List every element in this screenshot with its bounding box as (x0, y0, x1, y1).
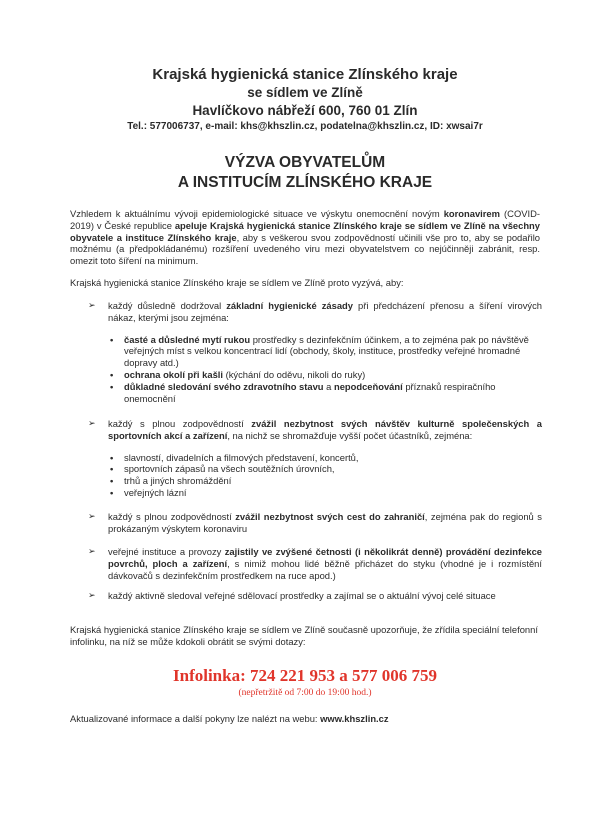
bullet-icon: • (110, 486, 114, 498)
arrow-bullet-icon: ➢ (88, 300, 96, 310)
hotline-hours: (nepřetržitě od 7:00 do 19:00 hod.) (238, 688, 372, 698)
list-item: ➢ každý s plnou zodpovědností zvážil nezbytnost svých návštěv kulturně společenských a sportovních akcí a zařízení, na nichž se shromažďuje vyšší počet účastníků, zejména: • slavností, divadelních a filmových představení, koncertů, • sportovních zápasů na všech soutěžních úrovních, • trhů a jiných shromáždění • veřejných lázní (88, 418, 542, 498)
list-item: • časté a důsledné mytí rukou prostředky s dezinfekčním účinkem, a to zejména pak po návštěvě veřejných míst s velkou koncentrací lidí (obchody, školy, instituce, prostředky veřejné hromadné dopravy atd.) (110, 333, 529, 369)
website-link[interactable]: www.khszlin.cz (320, 713, 389, 724)
letterhead (0, 65, 610, 134)
bullet-icon: • (110, 475, 114, 487)
list-item: ➢ každý aktivně sledoval veřejné sdělovací prostředky a zajímal se o aktuální vývoj celé situace (88, 590, 496, 601)
lead-paragraph: Krajská hygienická stanice Zlínského kraje se sídlem ve Zlíně proto vyzývá, aby: (70, 277, 404, 288)
list-item: • trhů a jiných shromáždění (110, 475, 232, 487)
intro-paragraph: Vzhledem k aktuálnímu vývoji epidemiologické situace ve výskytu onemocnění novým koronavirem (COVID-2019) v České republice apeluje Krajská hygienická stanice Zlínského kraje se sídlem ve Zlíně na všechny obyvatele a instituce Zlínského kraje, aby s veškerou svou zodpovědností učinili vše pro to, aby se podařilo možnému (a předpokládanému) rozšíření uvedeného viru mezi obyvatelstvem co nejúčinněji zabránit, resp. omezit toto šíření na minimum. (70, 208, 540, 267)
bullet-icon: • (110, 463, 114, 475)
institution-contact: Tel.: 577006737, e-mail: khs@khszlin.cz, podatelna@khszlin.cz, ID: xwsai7r (127, 121, 483, 132)
arrow-bullet-icon: ➢ (88, 590, 96, 600)
events-list (110, 451, 542, 499)
list-item: • veřejných lázní (110, 486, 187, 498)
list-item: • ochrana okolí při kašli (kýchání do oděvu, nikoli do ruky) (110, 368, 366, 380)
institution-seat: se sídlem ve Zlíně (247, 85, 363, 100)
bullet-icon: • (110, 451, 114, 463)
list-item: • sportovních zápasů na všech soutěžních úrovních, (110, 463, 335, 475)
institution-name: Krajská hygienická stanice Zlínského kraje (152, 66, 458, 83)
institution-address: Havlíčkovo nábřeží 600, 760 01 Zlín (192, 103, 418, 118)
list-item: • slavností, divadelních a filmových představení, koncertů, (110, 451, 359, 463)
bullet-icon: • (110, 380, 114, 392)
headline-line-2: A INSTITUCÍM ZLÍNSKÉHO KRAJE (177, 174, 433, 191)
list-item: • důkladné sledování svého zdravotního stavu a nepodceňování příznaků respiračního onemocnění (110, 380, 496, 404)
notice-paragraph: Krajská hygienická stanice Zlínského kraje se sídlem ve Zlíně současně upozorňuje, že zřídila speciální telefonní infolinku, na níž se může kdokoli obrátit se svými dotazy: (70, 624, 538, 647)
hotline-numbers: Infolinka: 724 221 953 a 577 006 759 (173, 666, 437, 685)
headline-line-1: VÝZVA OBYVATELŮM (224, 154, 386, 171)
list-item: ➢ každý s plnou zodpovědností zvážil nezbytnost svých cest do zahraničí, zejména pak do regionů s prokázaným výskytem koronaviru (88, 511, 542, 534)
arrow-bullet-icon: ➢ (88, 511, 96, 521)
list-item: ➢ každý důsledně dodržoval základní hygienické zásady při předcházení přenosu a šíření virových nákaz, kterými jsou zejména: • časté a důsledné mytí rukou prostředky s dezinfekčním účinkem, a to zejména pak po návštěvě veřejných míst s velkou koncentrací lidí (obchody, školy, instituce, prostředky veřejné hromadné dopravy atd.) • ochrana okolí při kašli (kýchání do oděvu, nikoli do ruky) • důkladné sledování svého zdravotního stavu a nepodceňování příznaků respiračního onemocnění (88, 300, 542, 404)
hygiene-rules-list (110, 333, 542, 405)
bullet-icon: • (110, 368, 114, 380)
arrow-bullet-icon: ➢ (88, 418, 96, 428)
document-headline (0, 153, 610, 193)
footer-paragraph: Aktualizované informace a další pokyny lze nalézt na webu: www.khszlin.cz (70, 713, 389, 724)
list-item: ➢ veřejné instituce a provozy zajistily ve zvýšené četnosti (i několikrát denně) provádění dezinfekce povrchů, ploch a zařízení, s nimiž mohou lidé běžně přicházet do styku (vhodné je i rozmístění dávkovačů s dezinfekčním prostředkem na ruce apod.) (88, 546, 542, 581)
arrow-bullet-icon: ➢ (88, 546, 96, 556)
bullet-icon: • (110, 333, 114, 345)
